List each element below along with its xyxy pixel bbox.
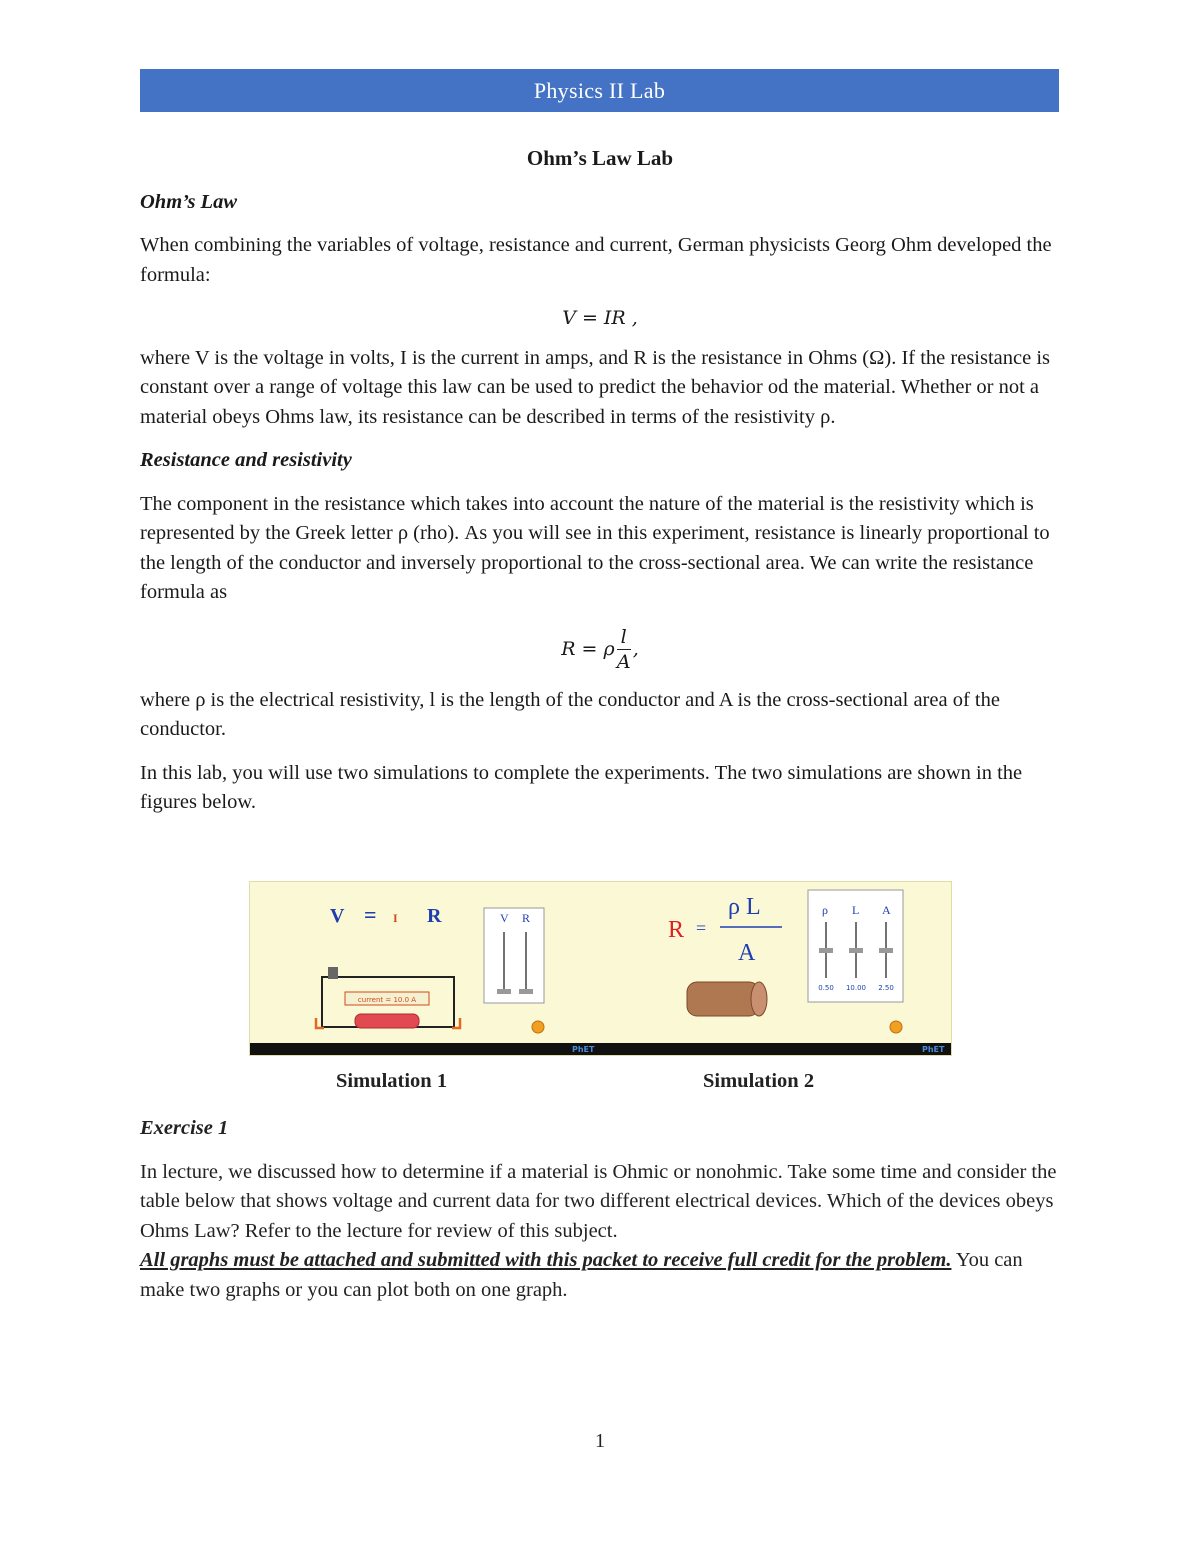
resistance-equation xyxy=(140,622,1060,678)
resistor-icon xyxy=(355,1014,419,1028)
sim-footer-bar xyxy=(250,1043,951,1055)
document-title: Ohm’s Law Lab xyxy=(526,146,674,170)
caption-simulation-2: Simulation 2 xyxy=(703,1070,815,1092)
phet-logo: PhET xyxy=(922,1045,945,1054)
ammeter-readout: current = 10.0 A xyxy=(357,996,417,1004)
section-heading-resistivity: Resistance and resistivity xyxy=(140,449,352,471)
sim2-a-label: A xyxy=(738,940,756,966)
fraction-denominator: A xyxy=(616,651,631,673)
paragraph: where ρ is the electrical resistivity, l is the length of the conductor and A is the cross-sectional area of the conductor. xyxy=(140,688,1000,740)
sim1-slider-panel xyxy=(484,908,544,1003)
reset-icon[interactable] xyxy=(532,1021,544,1033)
slider-rho-label: ρ xyxy=(822,903,828,917)
paragraph: In this lab, you will use two simulations to complete the experiments. The two simulations are shown in the figures below. xyxy=(140,761,1023,813)
simulations-figure xyxy=(249,881,952,1056)
figure-captions xyxy=(140,1070,1060,1100)
page-number: 1 xyxy=(595,1430,605,1452)
exercise-paragraph: In lecture, we discussed how to determine if a material is Ohmic or nonohmic. Take some time and consider the table below that shows voltage and current data for two different electrical devices. Which of the devices obeys Ohms Law? Refer to the lecture for review of this subject. xyxy=(140,1160,1057,1242)
sim1-r-label: R xyxy=(427,905,442,927)
sim1-i-label: I xyxy=(393,911,398,925)
equation-lhs: R = ρ xyxy=(561,637,615,660)
slider-rho-value: 0.50 xyxy=(818,984,834,992)
slider-v-label: V xyxy=(500,911,509,925)
wire-sample-icon xyxy=(687,982,759,1016)
section-heading-ohms-law: Ohm’s Law xyxy=(140,190,238,213)
sim2-r-label: R xyxy=(668,917,685,943)
caption-simulation-1: Simulation 1 xyxy=(336,1070,448,1092)
note-tail: You can make two graphs or you can plot both on one graph. xyxy=(140,1249,1023,1301)
battery-icon xyxy=(328,967,338,979)
slider-a-handle[interactable] xyxy=(879,948,893,953)
wire-end xyxy=(751,982,767,1016)
slider-r-handle[interactable] xyxy=(519,989,533,994)
exercise-heading: Exercise 1 xyxy=(140,1117,229,1139)
slider-l-value: 10.00 xyxy=(845,984,867,992)
slider-a-value: 2.50 xyxy=(878,984,894,992)
page-header xyxy=(140,69,1059,112)
header-title: Physics II Lab xyxy=(533,77,666,103)
slider-v-handle[interactable] xyxy=(497,989,511,994)
slider-l-handle[interactable] xyxy=(849,948,863,953)
slider-rho-handle[interactable] xyxy=(819,948,833,953)
sim2-rho-l: ρ L xyxy=(728,894,761,920)
paragraph: The component in the resistance which takes into account the nature of the material is the resistivity which is represented by the Greek letter ρ (rho). As you will see in this experiment, resistance is linearly proportional to the length of the conductor and inversely proportional to the cross-sectional area. We can write the resistance formula as xyxy=(140,492,1050,603)
sim1-v-label: V xyxy=(330,905,345,927)
sim2-equals: = xyxy=(696,918,707,938)
reset-icon[interactable] xyxy=(890,1021,902,1033)
paragraph: When combining the variables of voltage, resistance and current, German physicists Georg Ohm developed the formula: xyxy=(140,234,1052,286)
document-body xyxy=(140,140,1060,832)
equation-tail: , xyxy=(632,637,639,660)
fraction-numerator: l xyxy=(617,625,631,650)
phet-logo: PhET xyxy=(572,1045,595,1054)
slider-a-label: A xyxy=(882,903,891,917)
simulations-image xyxy=(250,882,951,1055)
bold-requirement: All graphs must be attached and submitted with this packet to receive full credit for the problem. xyxy=(140,1249,952,1271)
slider-l-label: L xyxy=(852,903,860,917)
sim1-equals: = xyxy=(364,902,377,927)
exercise-section xyxy=(140,1114,1060,1319)
slider-r-label: R xyxy=(522,911,531,925)
exercise-note xyxy=(140,1246,1060,1305)
fraction xyxy=(617,625,631,674)
ohms-law-equation: V = IR , xyxy=(562,307,638,329)
paragraph: where V is the voltage in volts, I is the current in amps, and R is the resistance in Ohms (Ω). If the resistance is constant over a range of voltage this law can be used to predict the behavior od the material. Whether or not a material obeys Ohms law, its resistance can be described in terms of the resistivity ρ. xyxy=(140,346,1051,428)
